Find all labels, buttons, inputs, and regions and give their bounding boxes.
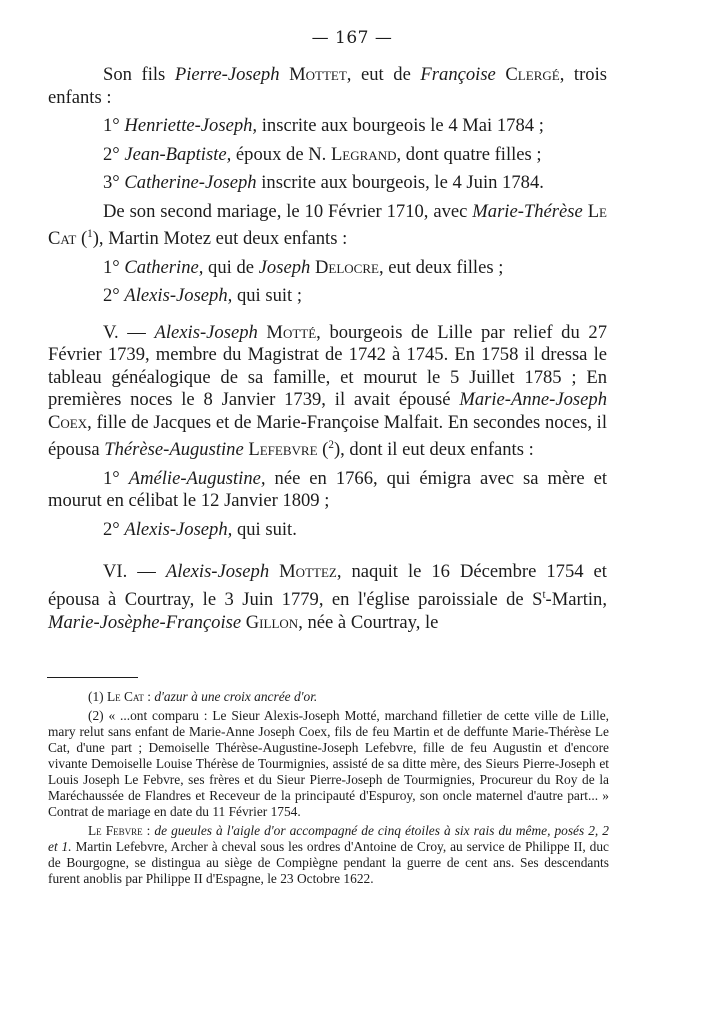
footnote-2: (2) « ...ont comparu : Le Sieur Alexis-Joseph Motté, marchand filletier de cette ville de Lille, mary relut sans enfant de Marie-Anne Joseph Coex, fils de feu Martin et de deffunte Marie-Thérèse Le Cat, d'une part ; Demoiselle Thérèse-Augustine-Joseph Lefebvre, fille de feu Augustin et d'encore vivante Demoiselle Louise Thérèse de Tourmignies, assisté de sa ditte mère, des Sieurs Pierre-Joseph et Louis Joseph Le Febvre, ses frères et du Sieur Pierre-Joseph de Tourmignies, Procureur du Roy de la Maréchaussée de Flandres et Receveur de la principauté d'Espuroy, son oncle maternel d'autre part... » Contrat de mariage en date du 11 Février 1754.	[48, 708, 609, 819]
list-item-henriette: 1° Henriette-Joseph, inscrite aux bourgeois le 4 Mai 1784 ;	[103, 115, 544, 136]
section-v-alexis-joseph-motte: V. — Alexis-Joseph Motté, bourgeois de Lille par relief du 27 Février 1739, membre du Magistrat de 1742 à 1745. En 1758 il dressa le tableau généalogique de sa famille, et mourut le 5 Juillet 1785 ; En premières noces le 8 Janvier 1739, il avait épousé Marie-Anne-Joseph Coex, fille de Jacques et de Marie-Françoise Malfait. En secondes noces, il épousa Thérèse-Augustine Lefebvre ($^2$), dont il eut deux enfants :	[48, 321, 607, 461]
paragraph-second-mariage: De son second mariage, le 10 Février 1710, avec Marie-Thérèse Le Cat ($^1$), Martin Motez eut deux enfants :	[48, 200, 607, 250]
section-vi-alexis-joseph-mottez: VI. — Alexis-Joseph Mottez, naquit le 16 Décembre 1754 et épousa à Courtray, le 3 Juin 1779, en l'église paroissiale de $S^t$-Martin, Marie-Josèphe-Françoise Gillon, née à Courtray, le	[48, 561, 607, 633]
footnote-divider	[47, 677, 138, 678]
footnotes	[48, 689, 609, 890]
list-item-catherine: 1° Catherine, qui de Joseph Delocre, eut deux filles ;	[103, 256, 504, 278]
list-item-alexis-joseph-2: 2° Alexis-Joseph, qui suit.	[103, 518, 297, 540]
paragraph-son-fils: Son fils Pierre-Joseph Mottet, eut de Françoise Clergé, trois enfants :	[48, 64, 607, 108]
list-item-jean-baptiste: 2° Jean-Baptiste, époux de N. Legrand, dont quatre filles ;	[103, 143, 542, 165]
page-number-header: — 167 —	[311, 28, 393, 48]
footnote-2-arms: Le Febvre : de gueules à l'aigle d'or accompagné de cinq étoiles à six rais du même, posés 2, 2 et 1. Martin Lefebvre, Archer à cheval sous les ordres d'Antoine de Croy, au service de Philippe II, duc de Bourgogne, se distingua au siège de Compiègne pendant la guerre de cent ans. Ses descendants furent anoblis par Philippe II d'Espagne, le 23 Octobre 1622.	[48, 823, 609, 886]
list-item-catherine-joseph: 3° Catherine-Joseph inscrite aux bourgeois, le 4 Juin 1784.	[103, 172, 544, 193]
footnote-ref-2: 2	[328, 439, 334, 452]
main-text	[48, 64, 607, 640]
list-item-amelie-augustine: 1° Amélie-Augustine, née en 1766, qui émigra avec sa mère et mourut en célibat le 12 Janvier 1809 ;	[48, 467, 608, 512]
footnote-1: (1) Le Cat : d'azur à une croix ancrée d'or.	[88, 689, 318, 704]
list-item-alexis-joseph-1: 2° Alexis-Joseph, qui suit ;	[103, 285, 303, 307]
footnote-ref-1: 1	[87, 228, 93, 240]
